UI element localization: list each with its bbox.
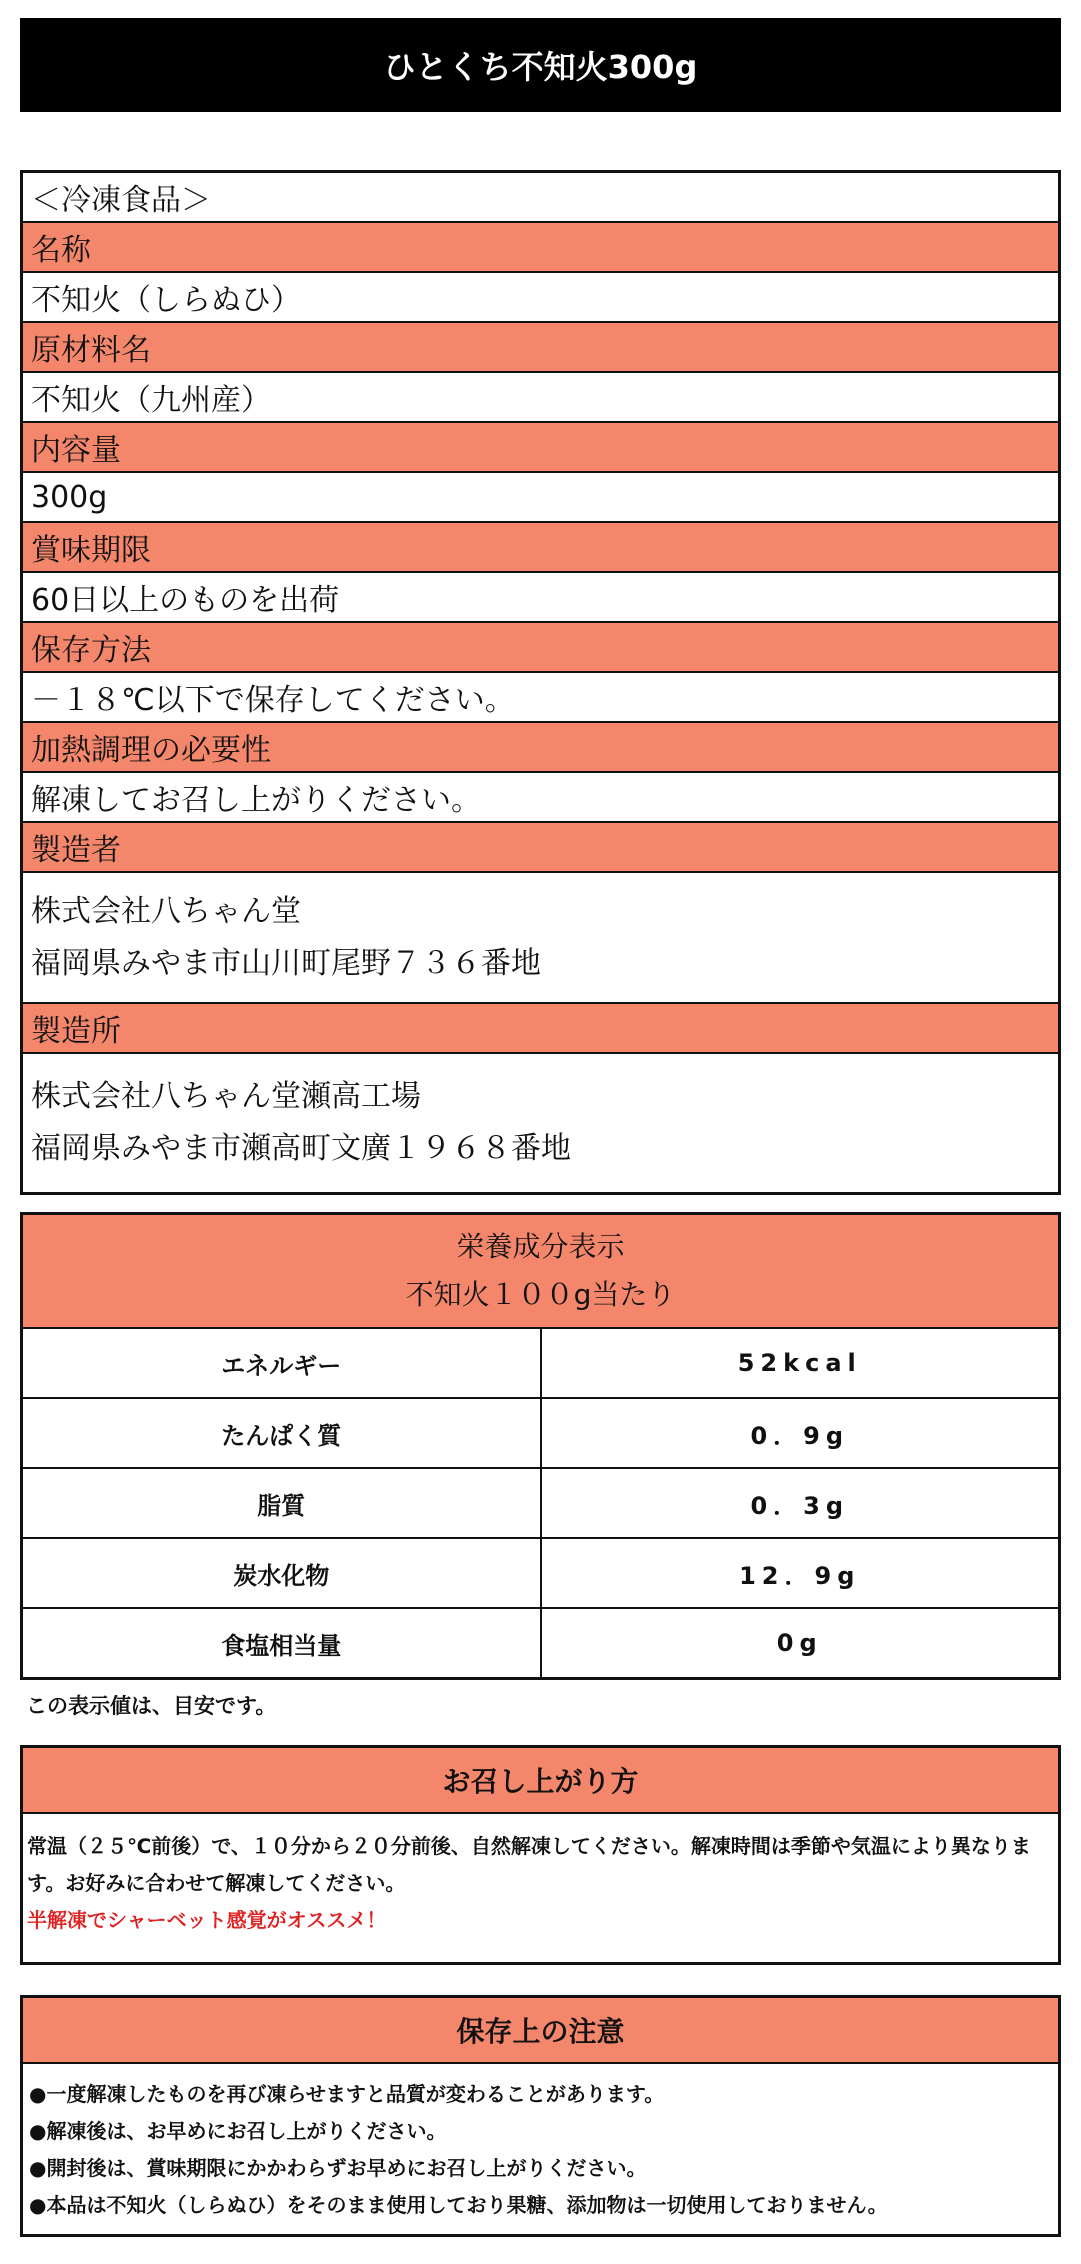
nutrition-subtitle: 不知火１００g当たり xyxy=(405,1278,676,1311)
content-heading: 内容量 xyxy=(23,423,1058,473)
list-item: ●一度解凍したものを再び凍らせますと品質が変わることがあります。 xyxy=(29,2082,665,2106)
maker-heading: 製造者 xyxy=(23,823,1058,873)
maker-info xyxy=(23,873,1058,1004)
nutrient-value: 0．9g xyxy=(750,1421,850,1450)
nutrition-header xyxy=(23,1215,1058,1329)
how-to-eat-body xyxy=(23,1814,1058,1939)
table-row xyxy=(23,1469,1058,1539)
nutrition-table xyxy=(20,1212,1061,1680)
how-to-eat-heading: お召し上がり方 xyxy=(23,1748,1058,1814)
maker-company: 株式会社八ちゃん堂 xyxy=(31,893,301,929)
ingredients-heading: 原材料名 xyxy=(23,323,1058,373)
table-row xyxy=(23,1609,1058,1677)
nutrient-value: 0g xyxy=(776,1629,823,1657)
how-to-eat-text: 常温（２５℃前後）で、１０分から２０分前後、自然解凍してください。解凍時間は季節や気温により異なります。お好みに合わせて解凍してください。 xyxy=(27,1834,1031,1895)
list-item: ●本品は不知火（しらぬひ）をそのまま使用しており果糖、添加物は一切使用しておりません。 xyxy=(29,2193,888,2217)
best-before-value: 60日以上のものを出荷 xyxy=(23,573,1058,623)
name-heading: 名称 xyxy=(23,223,1058,273)
list-item: ●開封後は、賞味期限にかかわらずお早めにお召し上がりください。 xyxy=(29,2156,647,2180)
frozen-food-label: ＜冷凍食品＞ xyxy=(23,173,1058,223)
cooking-value: 解凍してお召し上がりください。 xyxy=(23,773,1058,823)
storage-heading: 保存方法 xyxy=(23,623,1058,673)
page-title: ひとくち不知火300g xyxy=(20,18,1061,112)
table-row xyxy=(23,1399,1058,1469)
nutrient-value: 52kcal xyxy=(737,1349,862,1377)
factory-info xyxy=(23,1054,1058,1192)
factory-address: 福岡県みやま市瀬高町文廣１９６８番地 xyxy=(31,1131,571,1166)
nutrient-name: 食塩相当量 xyxy=(23,1609,542,1677)
storage-value: －１８℃以下で保存してください。 xyxy=(23,673,1058,723)
nutrition-title: 栄養成分表示 xyxy=(456,1230,625,1263)
name-value: 不知火（しらぬひ） xyxy=(23,273,1058,323)
maker-address: 福岡県みやま市山川町尾野７３６番地 xyxy=(31,945,541,981)
food-label-table xyxy=(20,170,1061,1195)
content-value: 300g xyxy=(23,473,1058,523)
storage-caution-body xyxy=(23,2064,1058,2224)
nutrient-name: 脂質 xyxy=(23,1469,542,1537)
factory-heading: 製造所 xyxy=(23,1004,1058,1054)
nutrient-value: 0．3g xyxy=(750,1491,850,1520)
how-to-eat-highlight: 半解凍でシャーベット感覚がオススメ！ xyxy=(27,1908,387,1932)
nutrient-name: エネルギー xyxy=(23,1329,542,1397)
cooking-heading: 加熱調理の必要性 xyxy=(23,723,1058,773)
ingredients-value: 不知火（九州産） xyxy=(23,373,1058,423)
how-to-eat-box xyxy=(20,1745,1061,1965)
list-item: ●解凍後は、お早めにお召し上がりください。 xyxy=(29,2119,447,2143)
best-before-heading: 賞味期限 xyxy=(23,523,1058,573)
storage-caution-heading: 保存上の注意 xyxy=(23,1998,1058,2064)
table-row xyxy=(23,1329,1058,1399)
nutrient-name: たんぱく質 xyxy=(23,1399,542,1467)
nutrient-name: 炭水化物 xyxy=(23,1539,542,1607)
nutrition-note: この表示値は、目安です。 xyxy=(26,1694,277,1718)
table-row xyxy=(23,1539,1058,1609)
nutrient-value: 12．9g xyxy=(739,1561,861,1590)
storage-caution-box xyxy=(20,1995,1061,2237)
factory-company: 株式会社八ちゃん堂瀬高工場 xyxy=(31,1079,421,1114)
